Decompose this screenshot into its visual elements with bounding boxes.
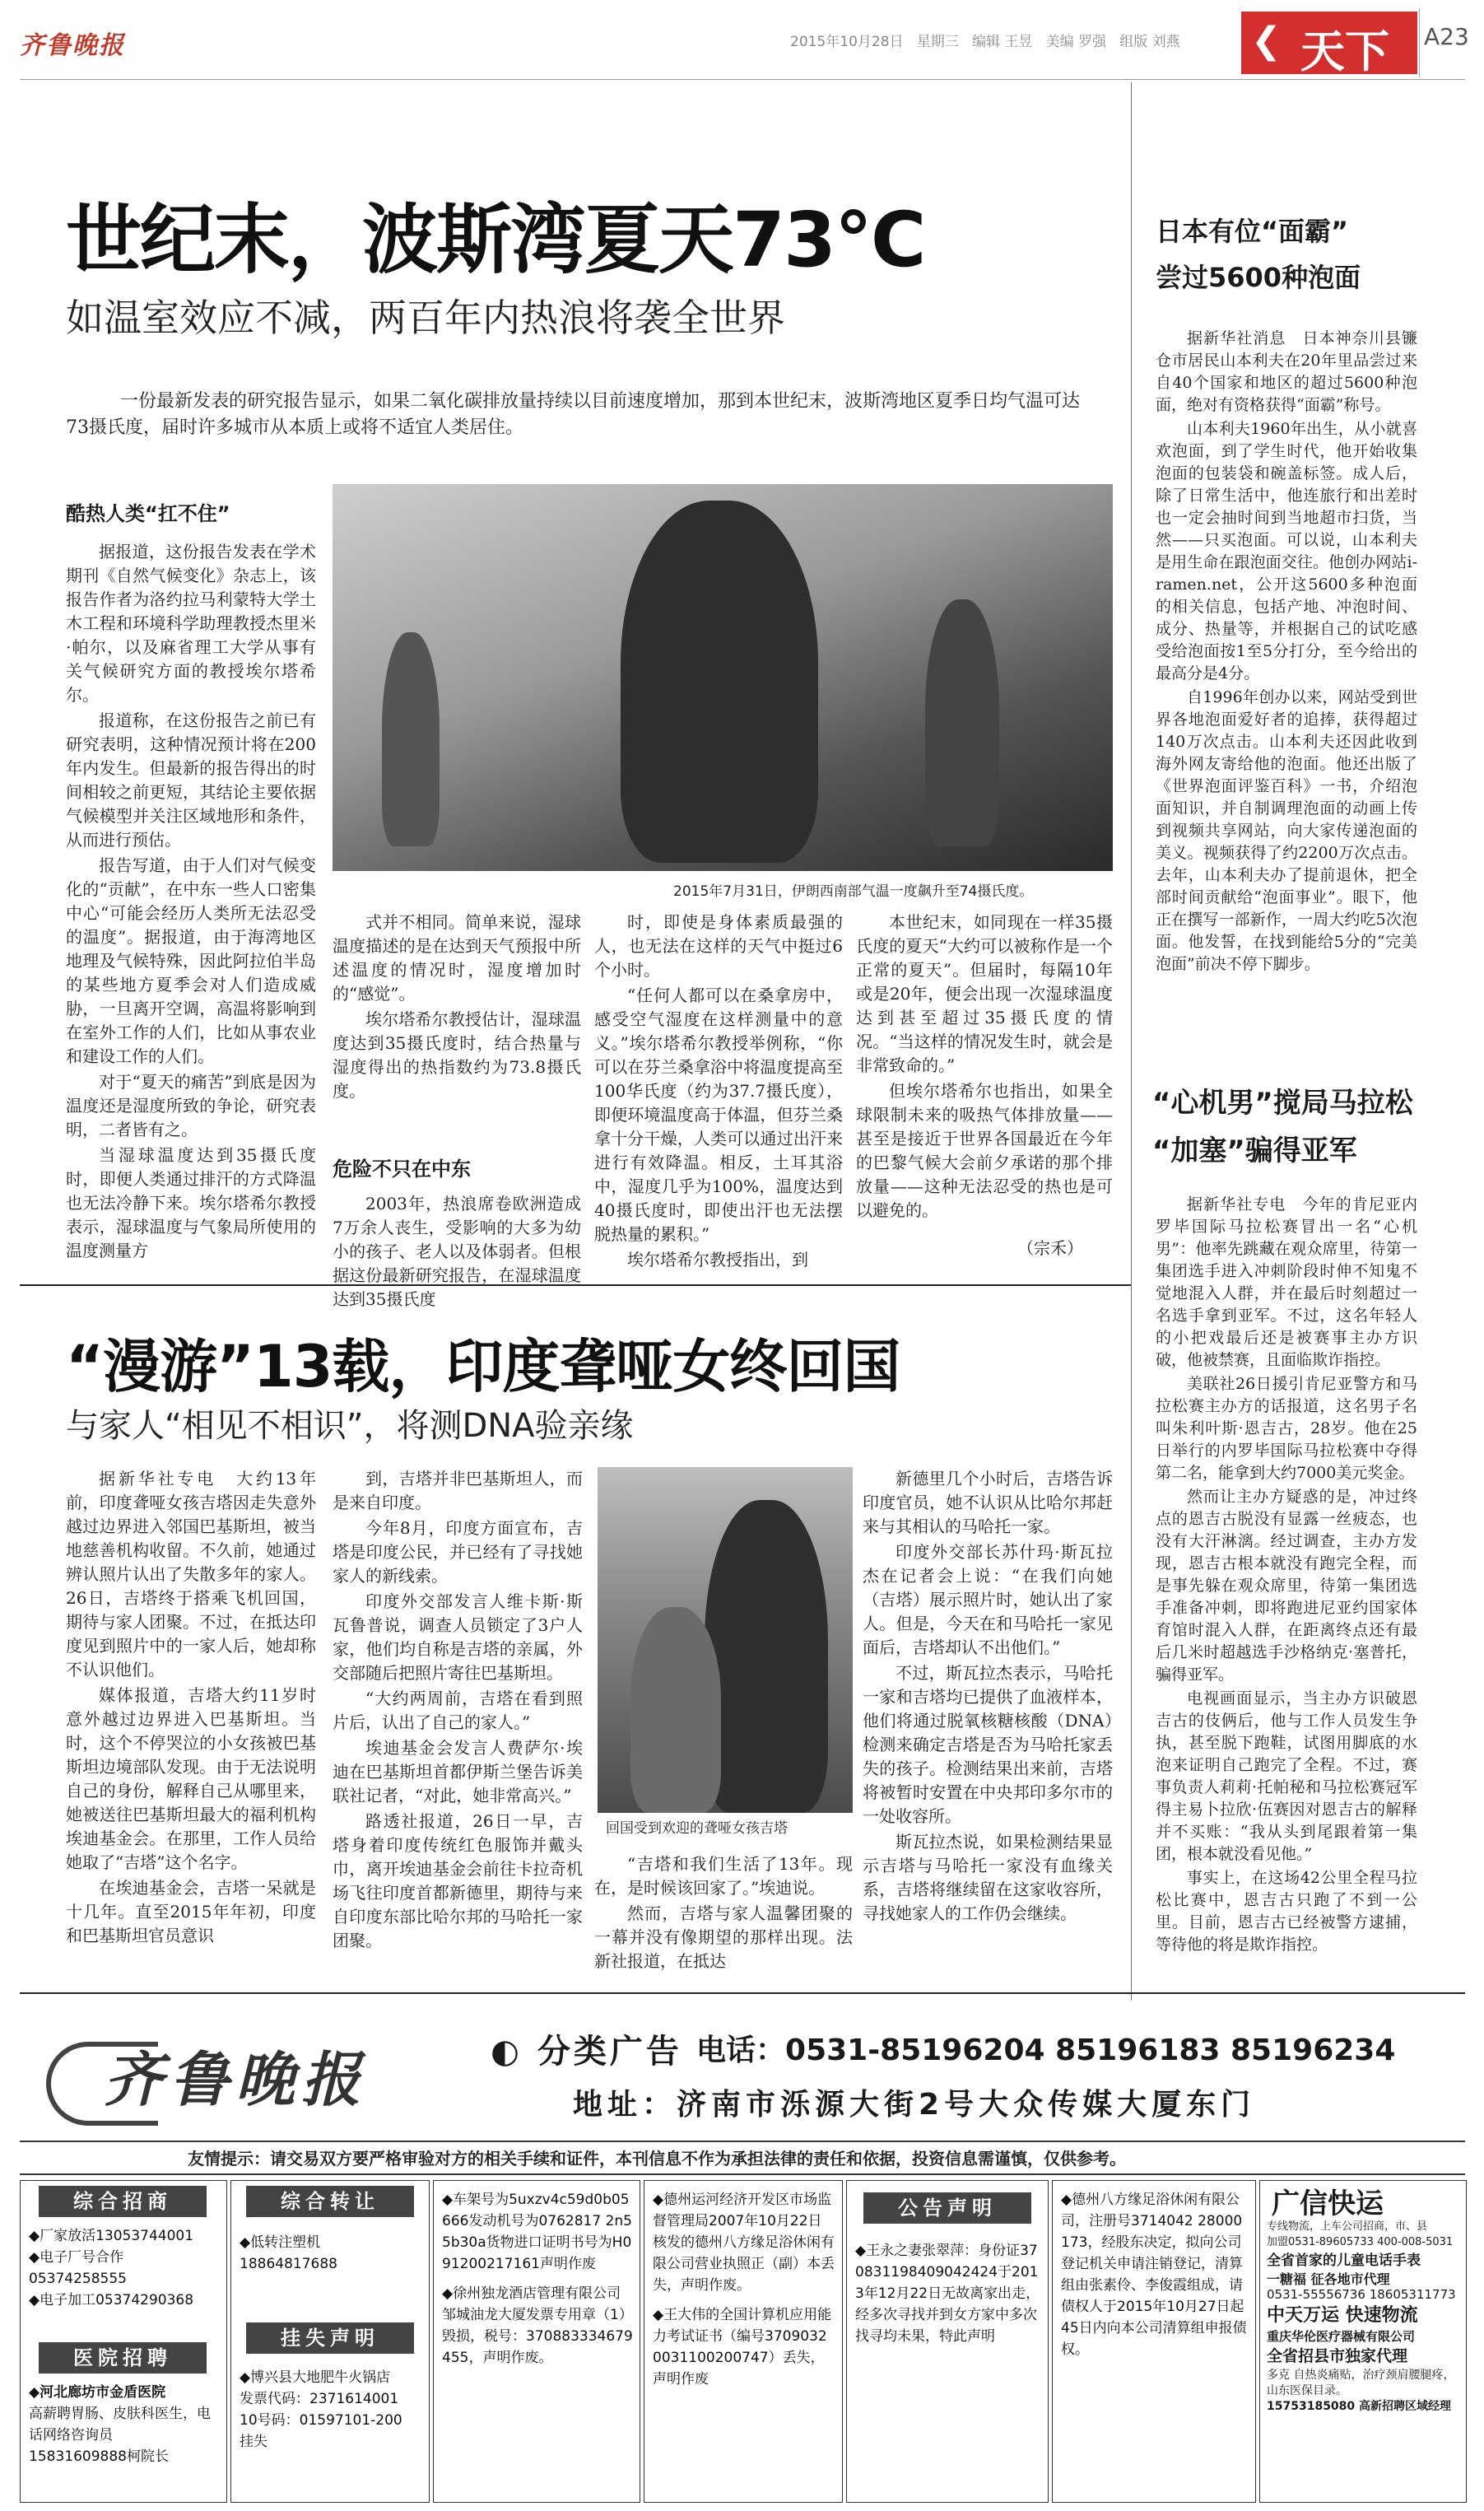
story2-col2-text [333,1467,583,1953]
story1-paragraph: 但埃尔塔希尔也指出，如果全球限制未来的吸热气体排放量——甚至是接近于世界各国最近在今年的巴黎气候大会前夕承诺的那个排放量——这种无法忍受的热也是可以避免的。 [856,1081,1113,1220]
ads-phone-label: 电话： [696,2033,786,2067]
ad-col3-item: ◆车架号为5uxzv4c59d0b05666发动机号为0762817 2n55b30a货物进口证明书号为H091200217161声明作废 [442,2192,632,2272]
story2-paragraph: 印度外交部长苏什玛·斯瓦拉杰在记者会上说：“在我们向她（吉塔）展示照片时，她认出了家人。但是，今天在和马哈托一家见面后，吉塔却认不出他们。” [863,1542,1113,1657]
ad-express-item: 全省招县市独家代理 [1267,2347,1408,2365]
story1-paragraph: 时，即使是身体素质最强的人，也无法在这样的天气中挺过6个小时。 [594,912,843,980]
story1-paragraph: 据报道，这份报告发表在学术期刊《自然气候变化》杂志上，该报告作者为洛约拉马利蒙特大学土木工程和环境科学助理教授杰里米·帕尔，以及麻省理工大学从事有关气候研究方面的教授埃尔塔希尔。 [66,542,316,705]
masthead-info [790,30,1180,50]
story1-photo [333,484,1113,871]
side2-title-line1: “心机男”搅局马拉松 [1152,1087,1413,1120]
ad-hospital-header: 医院招聘 [39,2342,207,2374]
side2-paragraph: 然而让主办方疑惑的是，冲过终点的恩吉古脱没有显露一丝疲态，也没有大汗淋漓。经过调查，主办方发现，恩吉古根本就没有跑完全程，而是事先躲在观众席里，待第一集团选手准备冲刺，即将跑进尼亚约国家体育馆时混入人群，在距离终点还有最后几米时超越选手沙格纳克·塞普托，骗得亚军。 [1156,1488,1417,1684]
ad-express-item: 全省首家的儿童电话手表 [1267,2252,1421,2269]
ad-statement-list [240,2367,422,2453]
side1-paragraph: 据新华社消息 日本神奈川县镰仓市居民山本利夫在20年里品尝过来自40个国家和地区的超过5600种泡面，绝对有资格获得“面霸”称号。 [1156,329,1417,414]
ad-col4-item: ◆德州运河经济开发区市场监督管理局2007年10月22日核发的德州八方缘足浴休闲有限公司营业执照正（副）本丢失，声明作废。 [653,2192,835,2294]
ads-circle-icon: ◐ [491,2033,523,2071]
ad-express-item: 一糖福 征各地市代理 [1267,2271,1390,2287]
story2-paragraph: 斯瓦拉杰说，如果检测结果显示吉塔与马哈托一家没有血缘关系，吉塔将继续留在这家收容所，寻找她家人的工作仍会继续。 [863,1832,1113,1923]
story2-paragraph: 不过，斯瓦拉杰表示，马哈托一家和吉塔均已提供了血液样本，他们将通过脱氧核糖核酸（DNA）检测来确定吉塔是否为马哈托家丢失的孩子。检测结果出来前，吉塔将被暂时安置在中央邦印多尔市的一处收容所。 [863,1663,1113,1826]
ad-recruit-list [29,2225,220,2311]
ad-statement-item: 10号码：01597101-200 [240,2412,402,2429]
ad-col6-list [1061,2189,1249,2360]
story2-paragraph: 然而，吉塔与家人温馨团聚的一幕并没有像期望的那样出现。法新社报道，在抵达 [594,1903,853,1971]
story1-col4-text [856,911,1113,1223]
ad-statement-item: 挂失 [240,2434,267,2450]
story2-col3b-text [594,1852,853,1973]
ads-banner [46,2009,1445,2132]
story1-paragraph: 埃尔塔希尔教授估计，湿球温度达到35摄氏度时，结合热量与湿度得出的热指数约为73.8摄氏度。 [333,1009,581,1101]
story1-paragraph: 报道称，在这份报告之前已有研究表明，这种情况预计将在200年内发生。但最新的报告得出的时间相较之前更短，其结论主要依据气候模型并关注区域地形和条件，从而进行预估。 [66,710,316,850]
ad-transfer-item: 18864817688 [240,2256,337,2272]
section-arrow-icon: ❮ [1251,20,1282,62]
ad-transfer-header: 综合转让 [246,2186,414,2217]
ads-classified-text: 分类广告 [537,2033,682,2071]
story1-subtitle: 如温室效应不减，两百年内热浪将袭全世界 [66,296,785,340]
story1-paragraph: 对于“夏天的痛苦”到底是因为温度还是湿度所致的争论，研究表明，二者皆有之。 [66,1072,316,1139]
ad-statement-header: 挂失声明 [246,2322,414,2354]
ads-notice-rule-top [20,2141,1465,2142]
story1-paragraph: 式并不相同。简单来说，湿球温度描述的是在达到天气预报中所述温度的情况时，湿度增加时的“感觉”。 [333,912,581,1004]
ad-recruit-item: 05374258555 [29,2271,127,2287]
story1-lead: 一份最新发表的研究报告显示，如果二氧化碳排放量持续以目前速度增加，那到本世纪末，波斯湾地区夏季日均气温可达73摄氏度，届时许多城市从本质上或将不适宜人类居住。 [66,391,1081,438]
ad-express-item: 15753185080 高新招聘区域经理 [1267,2400,1452,2413]
ad-express-item: 专线物流，上车公司招商，市、县 [1267,2220,1428,2233]
ads-banner-logo: 齐鲁晚报 [104,2044,368,2114]
story2-col4-text [863,1467,1113,1926]
masthead-layout: 组版 刘燕 [1119,34,1180,50]
ads-banner-swoosh-shape [46,2042,158,2126]
ad-column-7 [1259,2180,1467,2503]
story1-title: 世纪末，波斯湾夏天73℃ [66,196,925,284]
ads-classified-label [491,2025,682,2072]
ad-col4-item: ◆王大伟的全国计算机应用能力考试证书（编号37090320031100200747）丢失，声明作废 [653,2307,832,2388]
ad-express-item: 0531-55556736 18605311773 [1267,2287,1456,2302]
photo-figure-shape [621,501,818,863]
ad-col6-item: ◆德州八方缘足浴休闲有限公司，注册号3714042 28000173，经股东决定，拟向公司登记机关申请注销登记，清算组由张素伶、李俊霞组成，请债权人于2015年10月27日起45日内向本公司清算组申报债权。 [1061,2192,1247,2358]
story2-col1-text [66,1467,316,1948]
masthead-weekday: 星期三 [916,34,959,50]
side1-text [1156,328,1417,976]
side2-text [1156,1194,1417,1956]
ad-announce-header: 公告声明 [863,2192,1031,2224]
side1-paragraph: 山本利夫1960年出生，从小就喜欢泡面，到了学生时代，他开始收集泡面的包装袋和碗盖标签。成人后，除了日常生活中，他连旅行和出差时也一定会抽时间到当地超市扫货，当然——只买泡面。可以说，山本利夫是用生命在跟泡面交往。他创办网站i-ramen.net，公开这5600多种泡面的相关信息，包括产地、冲泡时间、成分、热量等，并根据自己的试吃感受给泡面按1至5分打分，至今给出的最高分是4分。 [1156,420,1417,682]
story1-subhead-1: 酷热人类“扛不住” [66,502,230,525]
story2-column-2 [333,1467,583,1954]
ad-express-item: 多克 自热炎痛贴，治疗颈肩腰腿疼，山东医保目录。 [1267,2369,1455,2397]
story2-column-3b [594,1852,853,1975]
side1-title-line2: 尝过5600种泡面 [1156,262,1361,293]
photo-girl-figure-shape [630,1607,721,1813]
ads-address [573,2081,1255,2123]
story2-paragraph: “大约两周前，吉塔在看到照片后，认出了自己的家人。” [333,1689,583,1732]
side2-paragraph: 美联社26日援引肯尼亚警方和马拉松赛主办方的话报道，这名男子名叫朱利叶斯·恩吉古，28岁。他在25日举行的内罗毕国际马拉松赛中夺得第二名，能拿到大约7000美元奖金。 [1156,1375,1417,1482]
story1-bottom-rule [20,1284,1131,1286]
ad-column-1 [20,2180,227,2503]
masthead-rule [20,79,1465,80]
story2-paragraph: 新德里几个小时后，吉塔告诉印度官员，她不认识从比哈尔邦赶来与其相认的马哈托一家。 [863,1469,1113,1536]
ad-statement-item: 发票代码：2371614001 [240,2391,399,2407]
story1-paragraph: “任何人都可以在桑拿房中，感受空气湿度在这样测量中的意义。”埃尔塔希尔教授举例称，“你可以在芬兰桑拿浴中将温度提高至100华氏度（约为37.7摄氏度），即便环境温度高于体温，但芬兰桑拿十分干燥，人类可以通过出汗来进行有效降温。相反，土耳其浴中，湿度几乎为100%，温度达到40摄氏度时，即使出汗也无法摆脱热量的累积。” [594,985,843,1244]
ad-transfer-item: ◆低转注塑机 [240,2234,321,2251]
story2-subtitle: 与家人“相见不相识”，将测DNA验亲缘 [66,1407,634,1445]
ad-hospital-item: 15831609888柯院长 [29,2448,169,2465]
side2-column [1156,1194,1417,1958]
story2-paragraph: 媒体报道，吉塔大约11岁时意外越过边界进入巴基斯坦。当时，这个不停哭泣的小女孩被巴基斯坦边境部队发现。由于无法说明自己的身份，解释自己从哪里来，她被送往巴基斯坦最大的福利机构埃迪基金会。在那里，工作人员给她取了“吉塔”这个名字。 [66,1685,316,1872]
ads-notice: 友情提示：请交易双方要严格审验对方的相关手续和证件，本刊信息不作为承担法律的责任和依据，投资信息需谨慎，仅供参考。 [188,2149,1126,2169]
side2-paragraph: 据新华社专电 今年的肯尼亚内罗毕国际马拉松赛冒出一名“心机男”：他率先跳藏在观众席里，待第一集团选手进入冲刺阶段时伸不知鬼不觉地混入人群，并在最后时刻超过一名选手拿到亚军。不过，这名年轻人的小把戏最后还是被赛事主办方识破，他被禁赛，且面临欺诈指控。 [1156,1195,1417,1369]
ad-column-3 [433,2180,640,2503]
ad-column-4 [644,2180,843,2503]
story2-paragraph: 路透社报道，26日一早，吉塔身着印度传统红色服饰并戴头巾，离开埃迪基金会前往卡拉奇机场飞往印度首都新德里，期待与来自印度东部比哈尔邦的马哈托一家团聚。 [333,1811,583,1950]
sidebar-divider [1131,82,1132,2001]
story1-col3-text [594,911,843,1272]
story2-paragraph: 埃迪基金会发言人费萨尔·埃迪在巴基斯坦首都伊斯兰堡告诉美联社记者，“对此，她非常高兴。” [333,1738,583,1805]
photo-bg-figure-shape [382,632,440,846]
ad-transfer-list [240,2232,422,2275]
ad-recruit-item: ◆厂家放活13053744001 [29,2228,194,2244]
story1-paragraph: 2003年，热浪席卷欧洲造成7万余人丧生，受影响的大多为幼小的孩子、老人以及体弱者。但根据这份最新研究报告，在湿球温度达到35摄氏度 [333,1194,581,1309]
masthead-date: 2015年10月28日 [790,34,904,50]
ad-recruit-item: ◆电子加工05374290368 [29,2292,194,2308]
side1-title-line1: 日本有位“面霸” [1156,216,1349,247]
story2-column-4 [863,1467,1113,1927]
masthead-editor: 编辑 王昱 [971,34,1033,50]
ad-recruit-item: ◆电子厂号合作 [29,2249,124,2266]
ads-address-label: 地址： [573,2088,677,2122]
ad-express-item: 加盟0531-89605733 400-008-5031 [1267,2236,1454,2248]
ads-address-text: 济南市泺源大街2号大众传媒大厦东门 [677,2088,1256,2122]
story2-paragraph: “吉塔和我们生活了13年。现在，是时候该回家了。”埃迪说。 [594,1854,853,1898]
story1-column-3 [594,911,843,1274]
masthead-logo: 齐鲁晚报 [20,31,125,60]
ads-phone [696,2027,1395,2069]
story1-paragraph: 埃尔塔希尔教授指出，到 [627,1250,808,1269]
ad-hospital-list [29,2382,220,2467]
story2-paragraph: 印度外交部发言人维卡斯·斯瓦鲁普说，调查人员锁定了3户人家，他们均自称是吉塔的亲属，外交部随后把照片寄往巴基斯坦。 [333,1591,583,1683]
story2-paragraph: 到，吉塔并非巴基斯坦人，而是来自印度。 [333,1469,583,1512]
story1-col1-text [66,540,316,1263]
photo-bg-figure-shape [925,599,999,846]
ad-col3-item: ◆徐州独龙酒店管理有限公司邹城油龙大厦发票专用章（1）毁损，税号：370883334679455，声明作废。 [442,2285,633,2366]
ad-express-item: 重庆华伦医疗器械有限公司 [1267,2329,1416,2344]
ad-col5-item: ◆王永之妻张翠萍：身份证370831198409042424于2013年12月22日无故离家出走，经多次寻找并到女方家中多次找寻均未果，特此声明 [855,2243,1040,2345]
side2-paragraph: 事实上，在这场42公里全程马拉松比赛中，恩吉古只跑了不到一公里。目前，恩吉古已经被警方逮捕，等待他的将是欺诈指控。 [1156,1869,1417,1954]
page-number: A23 [1424,23,1469,50]
story1-col2b-text [333,1192,581,1311]
ad-hospital-item: ◆河北廊坊市金盾医院 [29,2384,166,2401]
story1-paragraph: 当湿球温度达到35摄氏度时，即便人类通过排汗的方式降温也无法冷静下来。埃尔塔希尔教授表示，湿球温度与气象局所使用的温度测量方 [66,1145,316,1260]
ad-hospital-item: 高薪聘胃肠、皮肤科医生，电话网络咨询员 [29,2406,211,2443]
ad-col3-list [442,2189,633,2369]
ad-recruit-header: 综合招商 [39,2186,207,2217]
story1-photo-caption: 2015年7月31日，伊朗西南部气温一度飙升至74摄氏度。 [673,883,1034,900]
ad-col5-list [855,2240,1041,2347]
story1-paragraph: 报告写道，由于人们对气候变化的“贡献”，在中东一些人口密集中心“可能会经历人类所无法忍受的温度”。据报道，由于海湾地区地理及气候特殊，因此阿拉伯半岛的某些地方夏季会对人们造成威胁，一旦离开空调，高温将影响到在室外工作的人们，比如从事农业和建设工作的人们。 [66,855,316,1066]
section-name: 天下 [1300,26,1389,77]
section-badge [1241,12,1417,77]
story1-column-4 [856,911,1113,1224]
ad-column-2 [230,2180,430,2503]
ad-column-6 [1052,2180,1256,2503]
ads-top-rule [20,1992,1465,1994]
ad-col4-list [653,2189,835,2390]
story2-column-1 [66,1467,316,1950]
side2-paragraph: 电视画面显示，当主办方识破恩吉古的伎俩后，他与工作人员发生争执，甚至脱下跑鞋，试图用脚底的水泡来证明自己跑完了全程。不过，赛事负责人莉莉·托帕秘和马拉松赛冠军得主易卜拉欣·伍赛因对恩吉古的解释并不买账：“我从头到尾跟着第一集团，根本就没看见他。” [1156,1689,1417,1863]
side2-title-line2: “加塞”骗得亚军 [1152,1134,1357,1167]
ad-express-header: 广信快运 [1272,2187,1384,2220]
story1-subhead-2: 危险不只在中东 [333,1158,471,1181]
ads-notice-rule-bottom [20,2173,1465,2175]
story2-paragraph: 据新华社专电 大约13年前，印度聋哑女孩吉塔因走失意外越过边界进入邻国巴基斯坦，被当地慈善机构收留。不久前，她通过辨认照片认出了失散多年的家人。26日，吉塔终于搭乘飞机回国，期待与家人团聚。不过，在抵达印度见到照片中的一家人后，她却称不认识他们。 [66,1469,316,1679]
ads-phone-numbers: 0531-85196204 85196183 85196234 [785,2033,1396,2067]
story1-paragraph: 本世纪末，如同现在一样35摄氏度的夏天“大约可以被称作是一个正常的夏天”。但届时，每隔10年或是20年，便会出现一次湿球温度达到甚至超过35摄氏度的情况。“当这样的情况发生时，就会是非常致命的。” [856,912,1113,1075]
photo-man-figure-shape [705,1500,828,1813]
side1-paragraph: 自1996年创办以来，网站受到世界各地泡面爱好者的追捧，获得超过140万次点击。山本利夫还因此收到海外网友寄给他的泡面。他还出版了《世界泡面评鉴百科》一书，介绍泡面知识，并自制调理泡面的动画上传到视频共享网站，向大家传递泡面的美义。视频获得了约2200万次点击。去年，山本利夫办了提前退休，把全部时间贡献给“泡面事业”。眼下，他正在撰写一部新作，一周大约吃5次泡面。他发誓，在找到能给5分的“完美泡面”前决不停下脚步。 [1156,688,1417,973]
masthead-art: 美编 罗强 [1045,34,1106,50]
ad-statement-item: ◆博兴县大地肥牛火锅店 [240,2369,391,2386]
story2-photo [598,1467,853,1813]
story1-byline: （宗禾） [1017,1238,1083,1258]
story2-paragraph: 今年8月，印度方面宣布，吉塔是印度公民，并已经有了寻找她家人的新线索。 [333,1518,583,1586]
masthead-divider [1419,8,1420,77]
ad-express-item: 中天万运 快速物流 [1267,2305,1418,2326]
story2-title: “漫游”13载，印度聋哑女终回国 [66,1333,900,1400]
story2-photo-caption: 回国受到欢迎的聋哑女孩吉塔 [606,1820,788,1837]
ad-express-list [1267,2219,1461,2415]
story1-column-1 [66,540,316,1265]
story1-column-2b [333,1192,581,1313]
ad-column-5 [846,2180,1049,2503]
story1-col2-text [333,911,581,1103]
story2-paragraph: 在埃迪基金会，吉塔一呆就是十几年。直至2015年年初，印度和巴基斯坦官员意识 [66,1878,316,1945]
side1-column [1156,328,1417,977]
story1-column-2 [333,911,581,1105]
